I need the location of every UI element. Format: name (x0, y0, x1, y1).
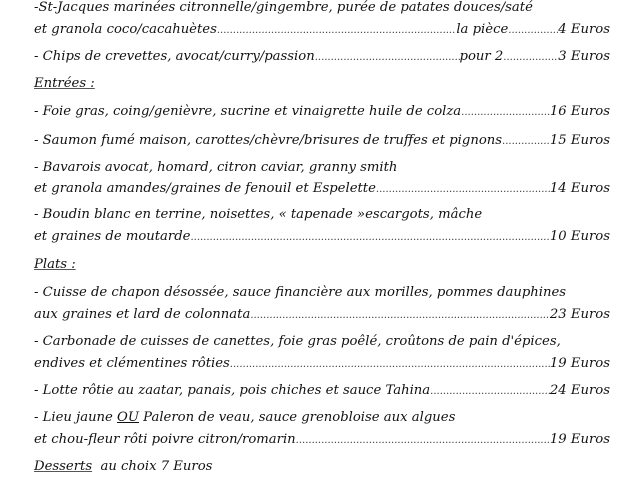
item-text: - Foie gras, coing/genièvre, sucrine et vinaigrette huile de colza (34, 104, 462, 119)
section-heading-plats: Plats : (34, 257, 76, 272)
item-text: - Chips de crevettes, avocat/curry/passion (34, 49, 315, 64)
leader-dots (503, 50, 558, 66)
leader-dots (430, 384, 550, 400)
menu-item-st-jacques: -St-Jacques marinées citronnelle/gingembre, purée de patates douces/saté (34, 0, 533, 15)
menu-item-bavarois-line2 (34, 181, 610, 198)
menu-item-boudin: - Boudin blanc en terrine, noisettes, « tapenade »escargots, mâche (34, 207, 483, 222)
leader-dots (296, 433, 550, 449)
leader-dots (376, 182, 550, 198)
item-text: aux graines et lard de colonnata (34, 307, 251, 322)
item-text: et granola amandes/graines de fenouil et Espelette (34, 181, 376, 196)
leader-dots (217, 23, 456, 39)
menu-item-lieu-jaune-line2 (34, 432, 610, 449)
menu-item-carbonade: - Carbonade de cuisses de canettes, foie gras poêlé, croûtons de pain d'épices, (34, 334, 561, 349)
section-heading-entrees: Entrées : (34, 76, 95, 91)
item-text: et chou-fleur rôti poivre citron/romarin (34, 432, 296, 447)
menu-item-lotte (34, 383, 610, 400)
item-unit: la pièce (456, 22, 509, 37)
leader-dots (502, 134, 550, 150)
item-text: - Saumon fumé maison, carottes/chèvre/brisures de truffes et pignons (34, 133, 503, 148)
leader-dots (250, 308, 550, 324)
leader-dots (508, 23, 558, 39)
item-price: 19 Euros (549, 432, 610, 447)
section-heading-desserts: Desserts (34, 459, 93, 474)
item-text: Paleron de veau, sauce grenobloise aux algues (138, 410, 456, 425)
item-price: 14 Euros (549, 181, 610, 196)
item-text: - Lieu jaune (34, 410, 118, 425)
leader-dots (461, 105, 550, 121)
item-text: et graines de moutarde (34, 229, 191, 244)
item-price: 4 Euros (558, 22, 610, 37)
item-text: endives et clémentines rôties (34, 356, 230, 371)
menu-item-st-jacques-line2 (34, 22, 610, 39)
item-price: 15 Euros (549, 133, 610, 148)
leader-dots (190, 230, 549, 246)
item-text: - Lotte rôtie au zaatar, panais, pois chiches et sauce Tahina (34, 383, 431, 398)
or-emphasis: OU (117, 410, 139, 425)
menu-item-saumon (34, 133, 610, 150)
item-price: 23 Euros (549, 307, 610, 322)
menu-item-chapon-line2 (34, 307, 610, 324)
menu-item-foie-gras (34, 104, 610, 121)
menu-item-carbonade-line2 (34, 356, 610, 373)
desserts-price: au choix 7 Euros (100, 459, 213, 474)
item-price: 16 Euros (549, 104, 610, 119)
item-price: 19 Euros (549, 356, 610, 371)
menu-item-bavarois: - Bavarois avocat, homard, citron caviar, granny smith (34, 160, 398, 175)
menu-item-boudin-line2 (34, 229, 610, 246)
item-price: 3 Euros (558, 49, 610, 64)
leader-dots (315, 50, 460, 66)
menu-item-chapon: - Cuisse de chapon désossée, sauce financière aux morilles, pommes dauphines (34, 285, 567, 300)
item-price: 24 Euros (549, 383, 610, 398)
menu-item-lieu-jaune (34, 410, 610, 426)
menu-item-chips (34, 49, 610, 66)
desserts-line (34, 459, 610, 475)
item-price: 10 Euros (549, 229, 610, 244)
item-unit: pour 2 (459, 49, 504, 64)
item-text: et granola coco/cacahuètes (34, 22, 217, 37)
leader-dots (230, 357, 550, 373)
